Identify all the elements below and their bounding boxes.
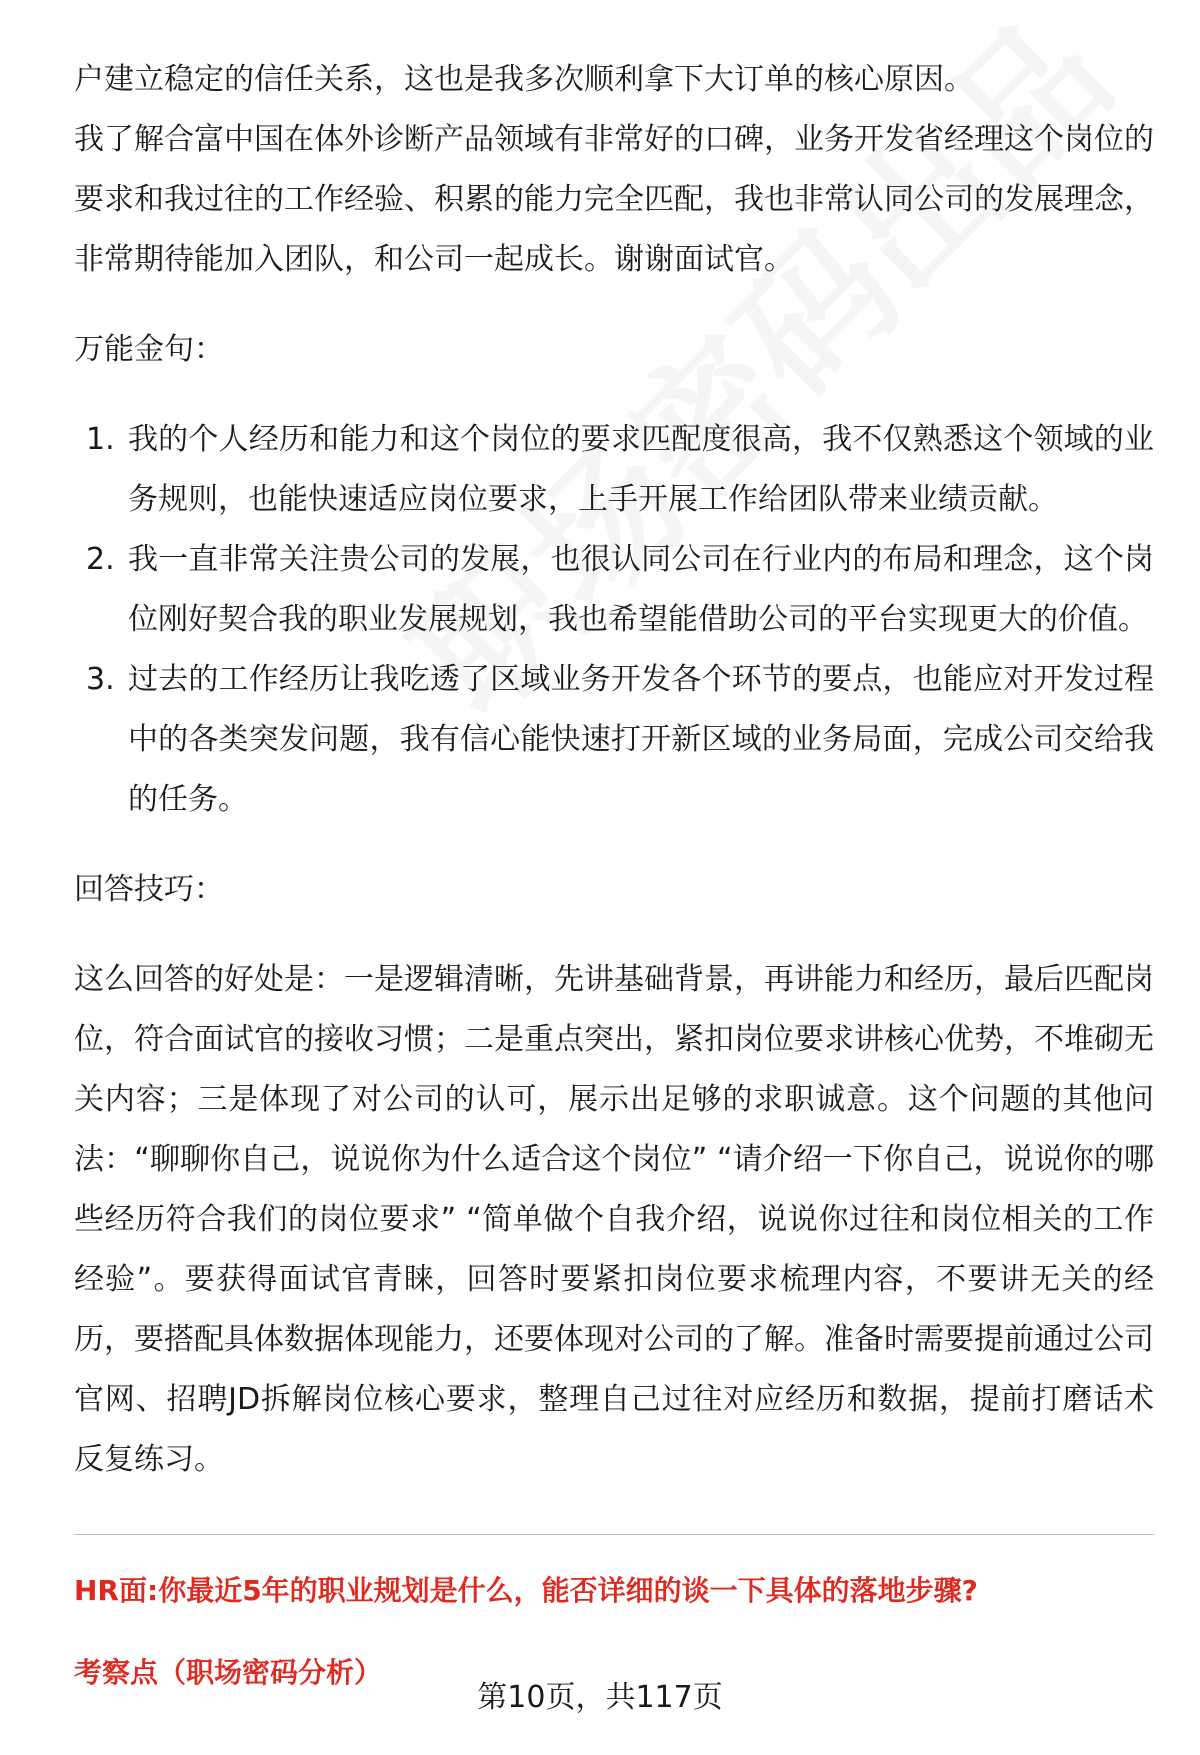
list-item-text: 我的个人经历和能力和这个岗位的要求匹配度很高，我不仅熟悉这个领域的业务规则，也能快速适应岗位要求，上手开展工作给团队带来业绩贡献。 xyxy=(128,422,1154,517)
next-question-heading: HR面:你最近5年的职业规划是什么，能否详细的谈一下具体的落地步骤? xyxy=(74,1574,978,1607)
section-divider xyxy=(74,1534,1154,1535)
intro-paragraph-2: 我了解合富中国在体外诊断产品领域有非常好的口碑，业务开发省经理这个岗位的要求和我过往的工作经验、积累的能力完全匹配，我也非常认同公司的发展理念，非常期待能加入团队，和公司一起成长。谢谢面试官。 xyxy=(74,122,1154,277)
list-item xyxy=(74,650,1154,830)
list-item-number: 1. xyxy=(86,422,115,457)
document-page xyxy=(74,50,1154,1703)
page-number-footer: 第10页，共117页 xyxy=(477,1680,723,1715)
intro-paragraph-1: 户建立稳定的信任关系，这也是我多次顺利拿下大订单的核心原因。 xyxy=(74,62,974,97)
list-item-number: 3. xyxy=(86,662,115,697)
list-item-text: 过去的工作经历让我吃透了区域业务开发各个环节的要点，也能应对开发过程中的各类突发问题，我有信心能快速打开新区域的业务局面，完成公司交给我的任务。 xyxy=(128,662,1154,817)
analysis-heading: 考察点（职场密码分析） xyxy=(74,1656,383,1689)
tips-title: 回答技巧： xyxy=(74,872,224,907)
list-item-text: 我一直非常关注贵公司的发展，也很认同公司在行业内的布局和理念，这个岗位刚好契合我的职业发展规划，我也希望能借助公司的平台实现更大的价值。 xyxy=(128,542,1154,637)
list-item xyxy=(74,530,1154,650)
list-item-number: 2. xyxy=(86,542,115,577)
golden-sentences-list xyxy=(74,410,1154,830)
tips-body: 这么回答的好处是：一是逻辑清晰，先讲基础背景，再讲能力和经历，最后匹配岗位，符合面试官的接收习惯；二是重点突出，紧扣岗位要求讲核心优势，不堆砌无关内容；三是体现了对公司的认可，展示出足够的求职诚意。这个问题的其他问法：“聊聊你自己，说说你为什么适合这个岗位” “请介绍一下你自己，说说你的哪些经历符合我们的岗位要求” “简单做个自我介绍，说说你过往和岗位相关的工作经验”。要获得面试官青睐，回答时要紧扣岗位要求梳理内容，不要讲无关的经历，要搭配具体数据体现能力，还要体现对公司的了解。准备时需要提前通过公司官网、招聘JD拆解岗位核心要求，整理自己过往对应经历和数据，提前打磨话术反复练习。 xyxy=(74,962,1154,1477)
list-item xyxy=(74,410,1154,530)
golden-sentences-title: 万能金句： xyxy=(74,332,224,367)
